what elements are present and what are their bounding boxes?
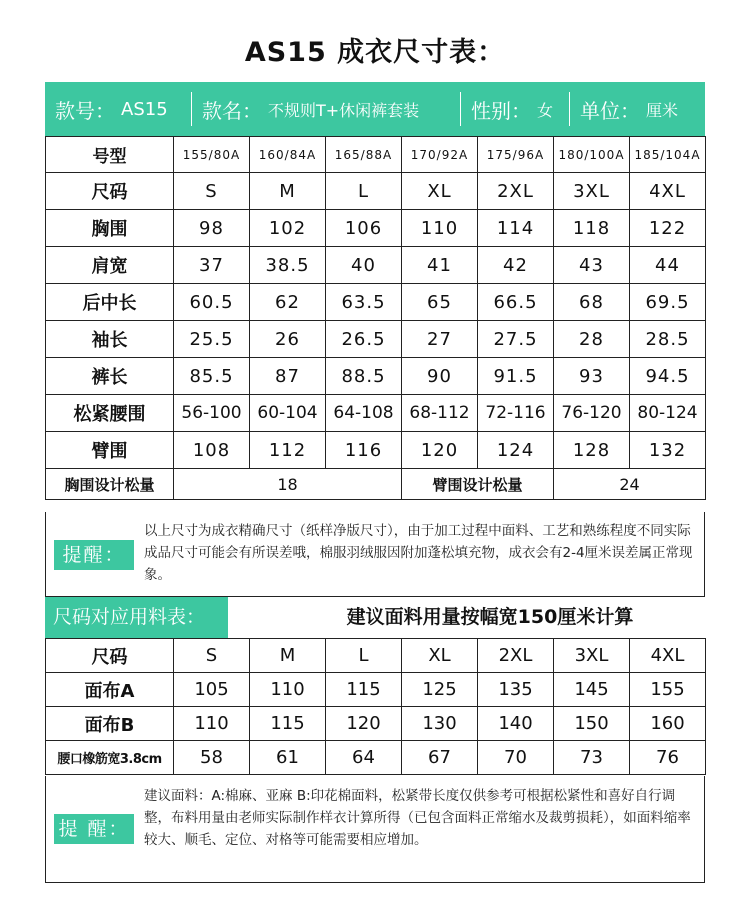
table-cell: 27 xyxy=(402,321,478,358)
size-chart-table xyxy=(45,136,706,500)
fabric-section-header xyxy=(45,597,705,638)
table-cell: 116 xyxy=(326,432,402,469)
table-row xyxy=(46,173,706,210)
table-cell: 2XL xyxy=(478,639,554,673)
table-cell: 90 xyxy=(402,358,478,395)
table-cell: 114 xyxy=(478,210,554,247)
table-cell: 80-124 xyxy=(630,395,706,432)
chest-ease-label: 胸围设计松量 xyxy=(46,469,174,500)
reminder-text: 以上尺寸为成衣精确尺寸（纸样净版尺寸），由于加工过程中面料、工艺和熟练程度不同实际成品尺寸可能会有所误差哦，棉服羽绒服因附加蓬松填充物，成衣会有2-4厘米误差属正常现象。 xyxy=(144,523,693,583)
table-cell: 25.5 xyxy=(174,321,250,358)
table-cell: 70 xyxy=(478,741,554,775)
table-cell: 73 xyxy=(554,741,630,775)
table-cell: 85.5 xyxy=(174,358,250,395)
table-cell: 60.5 xyxy=(174,284,250,321)
table-cell: 115 xyxy=(326,673,402,707)
table-cell: 68-112 xyxy=(402,395,478,432)
table-cell: 115 xyxy=(250,707,326,741)
table-cell: 58 xyxy=(174,741,250,775)
unit xyxy=(570,92,703,126)
table-cell: 112 xyxy=(250,432,326,469)
style-name xyxy=(192,92,460,126)
chest-ease-value: 18 xyxy=(174,469,402,500)
table-cell: 93 xyxy=(554,358,630,395)
table-cell: 76-120 xyxy=(554,395,630,432)
table-cell: 155 xyxy=(630,673,706,707)
reminder-box xyxy=(45,512,705,597)
table-cell: 120 xyxy=(402,432,478,469)
table-cell: 44 xyxy=(630,247,706,284)
table-cell: 87 xyxy=(250,358,326,395)
table-cell: 185/104A xyxy=(630,137,706,173)
unit-label: 单位： xyxy=(580,98,640,123)
reminder-badge: 提醒： xyxy=(54,540,134,570)
reminder-text-2: 建议面料：A:棉麻、亚麻 B:印花棉面料，松紧带长度仅供参考可根据松紧性和喜好自行调整，布料用量由老师实际制作样衣计算所得（已包含面料正常缩水及裁剪损耗），如面料缩率较大、顺毛、定位、对格等可能需要相应增加。 xyxy=(144,788,691,848)
row-header: 肩宽 xyxy=(46,247,174,284)
table-cell: 98 xyxy=(174,210,250,247)
table-cell: 132 xyxy=(630,432,706,469)
table-cell: 41 xyxy=(402,247,478,284)
table-cell: 108 xyxy=(174,432,250,469)
style-number-value: AS15 xyxy=(121,98,168,120)
table-cell: 69.5 xyxy=(630,284,706,321)
table-cell: XL xyxy=(402,173,478,210)
table-cell: 26 xyxy=(250,321,326,358)
design-ease-row xyxy=(46,469,706,500)
row-header: 胸围 xyxy=(46,210,174,247)
table-cell: 63.5 xyxy=(326,284,402,321)
table-cell: 72-116 xyxy=(478,395,554,432)
table-cell: 65 xyxy=(402,284,478,321)
table-cell: 37 xyxy=(174,247,250,284)
table-cell: 38.5 xyxy=(250,247,326,284)
table-row xyxy=(46,639,706,673)
table-row xyxy=(46,358,706,395)
row-header: 尺码 xyxy=(46,639,174,673)
table-cell: 118 xyxy=(554,210,630,247)
table-cell: 91.5 xyxy=(478,358,554,395)
row-header: 尺码 xyxy=(46,173,174,210)
table-cell: 140 xyxy=(478,707,554,741)
table-cell: 2XL xyxy=(478,173,554,210)
table-row xyxy=(46,284,706,321)
reminder-box-2 xyxy=(45,776,705,883)
row-header: 臂围 xyxy=(46,432,174,469)
gender-value: 女 xyxy=(537,100,554,120)
arm-ease-value: 24 xyxy=(554,469,706,500)
fabric-width-note: 建议面料用量按幅宽150厘米计算 xyxy=(346,606,634,628)
row-header: 号型 xyxy=(46,137,174,173)
table-cell: 66.5 xyxy=(478,284,554,321)
fabric-usage-table xyxy=(45,638,706,775)
arm-ease-label: 臂围设计松量 xyxy=(402,469,554,500)
table-cell: L xyxy=(326,173,402,210)
row-header: 面布A xyxy=(46,673,174,707)
table-cell: 27.5 xyxy=(478,321,554,358)
table-cell: 4XL xyxy=(630,639,706,673)
table-cell: 105 xyxy=(174,673,250,707)
table-cell: 76 xyxy=(630,741,706,775)
table-cell: 88.5 xyxy=(326,358,402,395)
style-name-value: 不规则T+休闲裤套装 xyxy=(268,100,420,120)
table-cell: 3XL xyxy=(554,173,630,210)
table-cell: 110 xyxy=(402,210,478,247)
table-cell: S xyxy=(174,173,250,210)
table-cell: 106 xyxy=(326,210,402,247)
table-cell: 155/80A xyxy=(174,137,250,173)
table-cell: 43 xyxy=(554,247,630,284)
table-row xyxy=(46,137,706,173)
table-row xyxy=(46,432,706,469)
table-cell: 165/88A xyxy=(326,137,402,173)
table-cell: M xyxy=(250,173,326,210)
table-cell: 3XL xyxy=(554,639,630,673)
gender-label: 性别： xyxy=(471,98,531,123)
table-cell: 64 xyxy=(326,741,402,775)
unit-value: 厘米 xyxy=(646,100,679,120)
style-number xyxy=(45,92,191,126)
table-cell: 40 xyxy=(326,247,402,284)
table-cell: 180/100A xyxy=(554,137,630,173)
row-header: 腰口橡筋宽3.8cm xyxy=(46,741,174,775)
garment-info-bar xyxy=(45,82,705,136)
table-cell: 60-104 xyxy=(250,395,326,432)
table-cell: 160/84A xyxy=(250,137,326,173)
table-row xyxy=(46,395,706,432)
table-cell: 175/96A xyxy=(478,137,554,173)
table-cell: 67 xyxy=(402,741,478,775)
table-cell: 120 xyxy=(326,707,402,741)
table-cell: 130 xyxy=(402,707,478,741)
table-row xyxy=(46,247,706,284)
table-cell: L xyxy=(326,639,402,673)
table-cell: 68 xyxy=(554,284,630,321)
table-cell: 135 xyxy=(478,673,554,707)
table-cell: 124 xyxy=(478,432,554,469)
table-cell: 102 xyxy=(250,210,326,247)
table-cell: 26.5 xyxy=(326,321,402,358)
table-cell: 4XL xyxy=(630,173,706,210)
table-cell: 145 xyxy=(554,673,630,707)
table-row xyxy=(46,321,706,358)
table-cell: 160 xyxy=(630,707,706,741)
page-title: AS15 成衣尺寸表： xyxy=(244,37,506,68)
table-cell: 150 xyxy=(554,707,630,741)
table-row xyxy=(46,210,706,247)
gender xyxy=(461,92,569,126)
table-cell: 61 xyxy=(250,741,326,775)
table-cell: M xyxy=(250,639,326,673)
table-cell: 28.5 xyxy=(630,321,706,358)
row-header: 松紧腰围 xyxy=(46,395,174,432)
table-cell: 128 xyxy=(554,432,630,469)
table-row xyxy=(46,673,706,707)
table-row xyxy=(46,741,706,775)
row-header: 裤长 xyxy=(46,358,174,395)
row-header: 后中长 xyxy=(46,284,174,321)
table-cell: 110 xyxy=(174,707,250,741)
style-name-label: 款名： xyxy=(202,98,262,123)
row-header: 面布B xyxy=(46,707,174,741)
style-number-label: 款号： xyxy=(55,98,115,123)
table-cell: 94.5 xyxy=(630,358,706,395)
table-cell: XL xyxy=(402,639,478,673)
table-cell: 122 xyxy=(630,210,706,247)
table-cell: 64-108 xyxy=(326,395,402,432)
table-cell: 62 xyxy=(250,284,326,321)
table-cell: 125 xyxy=(402,673,478,707)
fabric-section-tag: 尺码对应用料表： xyxy=(45,597,228,638)
table-cell: 56-100 xyxy=(174,395,250,432)
table-cell: S xyxy=(174,639,250,673)
table-row xyxy=(46,707,706,741)
row-header: 袖长 xyxy=(46,321,174,358)
reminder-badge-2: 提 醒： xyxy=(54,814,134,844)
table-cell: 170/92A xyxy=(402,137,478,173)
table-cell: 28 xyxy=(554,321,630,358)
table-cell: 110 xyxy=(250,673,326,707)
table-cell: 42 xyxy=(478,247,554,284)
